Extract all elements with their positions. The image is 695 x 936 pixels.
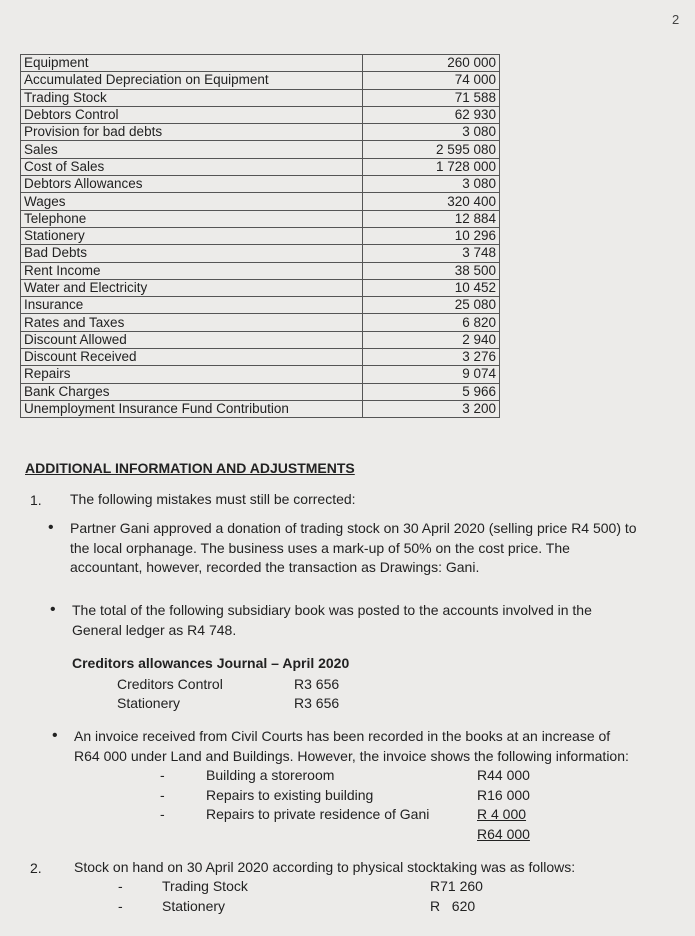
ledger-account-name: Rates and Taxes	[21, 314, 363, 331]
bullet-2-line-1: The total of the following subsidiary book was posted to the accounts involved in the	[72, 602, 592, 618]
ledger-account-name: Rent Income	[21, 262, 363, 279]
ledger-account-name: Telephone	[21, 210, 363, 227]
ledger-row	[21, 227, 500, 244]
ledger-row	[21, 210, 500, 227]
ledger-amount: 3 748	[363, 245, 500, 262]
ledger-account-name: Discount Received	[21, 349, 363, 366]
ledger-amount: 320 400	[363, 193, 500, 210]
page-number: 2	[672, 12, 680, 27]
bullet-1-line-1: Partner Gani approved a donation of trading stock on 30 April 2020 (selling price R4 500) to	[70, 520, 637, 536]
ledger-amount: 38 500	[363, 262, 500, 279]
ledger-account-name: Provision for bad debts	[21, 124, 363, 141]
ledger-row	[21, 55, 500, 72]
item-2-number: 2.	[30, 860, 42, 876]
bullet-2-text	[72, 601, 592, 640]
ledger-row	[21, 72, 500, 89]
ledger-amount: 1 728 000	[363, 158, 500, 175]
ledger-amount: 10 452	[363, 279, 500, 296]
item-2-text: Stock on hand on 30 April 2020 according to physical stocktaking was as follows:	[74, 859, 576, 875]
ledger-amount: 2 940	[363, 331, 500, 348]
ledger-amount: 71 588	[363, 89, 500, 106]
ledger-amount: 3 200	[363, 400, 500, 417]
ledger-row	[21, 314, 500, 331]
ledger-amount: 6 820	[363, 314, 500, 331]
ledger-amount: 9 074	[363, 366, 500, 383]
ledger-account-name: Sales	[21, 141, 363, 158]
bullet-1-line-2: the local orphanage. The business uses a mark-up of 50% on the cost price. The	[70, 539, 570, 556]
invoice-row-1-amount: R44 000	[477, 767, 530, 783]
ledger-row	[21, 245, 500, 262]
ledger-account-name: Insurance	[21, 297, 363, 314]
additional-info-heading: ADDITIONAL INFORMATION AND ADJUSTMENTS	[25, 460, 355, 476]
ledger-amount: 62 930	[363, 106, 500, 123]
ledger-row	[21, 106, 500, 123]
invoice-row-1-name: Building a storeroom	[206, 767, 335, 783]
journal-row-2-name: Stationery	[117, 695, 181, 711]
bullet-1-marker: •	[48, 519, 54, 536]
ledger-amount: 25 080	[363, 297, 500, 314]
ledger-amount: 12 884	[363, 210, 500, 227]
item-1-number: 1.	[30, 492, 42, 508]
ledger-row	[21, 193, 500, 210]
bullet-3-text	[74, 727, 629, 766]
stock-row-2-dash: -	[118, 898, 123, 914]
ledger-account-name: Bank Charges	[21, 383, 363, 400]
journal-title: Creditors allowances Journal – April 2020	[72, 655, 350, 671]
bullet-2-line-2: General ledger as R4 748.	[72, 621, 237, 638]
ledger-amount: 3 080	[363, 176, 500, 193]
ledger-account-name: Repairs	[21, 366, 363, 383]
stock-row-1-amount: R71 260	[430, 878, 483, 894]
ledger-row	[21, 366, 500, 383]
ledger-row	[21, 297, 500, 314]
invoice-row-3-name: Repairs to private residence of Gani	[206, 806, 430, 822]
ledger-row	[21, 141, 500, 158]
bullet-2-marker: •	[50, 601, 56, 618]
ledger-account-name: Stationery	[21, 227, 363, 244]
invoice-row-2-name: Repairs to existing building	[206, 787, 374, 803]
invoice-row-2-dash: -	[160, 787, 165, 803]
ledger-row	[21, 124, 500, 141]
bullet-3-line-2: R64 000 under Land and Buildings. However, the invoice shows the following information:	[74, 747, 629, 764]
invoice-row-3-dash: -	[160, 806, 165, 822]
ledger-amount: 74 000	[363, 72, 500, 89]
invoice-row-3-amount: R 4 000	[477, 806, 527, 822]
stock-row-1-dash: -	[118, 878, 123, 894]
ledger-amount: 10 296	[363, 227, 500, 244]
ledger-account-name: Bad Debts	[21, 245, 363, 262]
ledger-amount: 2 595 080	[363, 141, 500, 158]
ledger-row	[21, 279, 500, 296]
ledger-row	[21, 89, 500, 106]
ledger-amount: 5 966	[363, 383, 500, 400]
bullet-1-text	[70, 519, 637, 578]
ledger-amount: 260 000	[363, 55, 500, 72]
ledger-account-name: Accumulated Depreciation on Equipment	[21, 72, 363, 89]
ledger-account-name: Unemployment Insurance Fund Contribution	[21, 400, 363, 417]
ledger-account-name: Equipment	[21, 55, 363, 72]
stock-row-2-amount: R 620	[430, 898, 476, 914]
stock-row-2-name: Stationery	[162, 898, 226, 914]
ledger-account-name: Discount Allowed	[21, 331, 363, 348]
invoice-row-2-amount: R16 000	[477, 787, 530, 803]
trial-balance-table	[20, 54, 500, 418]
bullet-1-line-3: accountant, however, recorded the transaction as Drawings: Gani.	[70, 559, 480, 575]
item-1-text: The following mistakes must still be corrected:	[70, 491, 356, 507]
ledger-account-name: Trading Stock	[21, 89, 363, 106]
ledger-row	[21, 400, 500, 417]
bullet-3-marker: •	[52, 727, 58, 744]
stock-row-1-name: Trading Stock	[162, 878, 248, 894]
journal-row-1-name: Creditors Control	[117, 676, 223, 692]
ledger-account-name: Debtors Control	[21, 106, 363, 123]
ledger-amount: 3 276	[363, 349, 500, 366]
ledger-row	[21, 383, 500, 400]
ledger-account-name: Debtors Allowances	[21, 176, 363, 193]
bullet-3-line-1: An invoice received from Civil Courts has been recorded in the books at an increase of	[74, 728, 611, 744]
journal-row-2-amount: R3 656	[294, 695, 340, 711]
ledger-row	[21, 349, 500, 366]
ledger-row	[21, 262, 500, 279]
ledger-row	[21, 331, 500, 348]
ledger-account-name: Cost of Sales	[21, 158, 363, 175]
ledger-account-name: Water and Electricity	[21, 279, 363, 296]
ledger-amount: 3 080	[363, 124, 500, 141]
ledger-row	[21, 176, 500, 193]
invoice-total: R64 000	[477, 826, 530, 842]
ledger-row	[21, 158, 500, 175]
journal-row-1-amount: R3 656	[294, 676, 340, 692]
ledger-account-name: Wages	[21, 193, 363, 210]
invoice-row-1-dash: -	[160, 767, 165, 783]
